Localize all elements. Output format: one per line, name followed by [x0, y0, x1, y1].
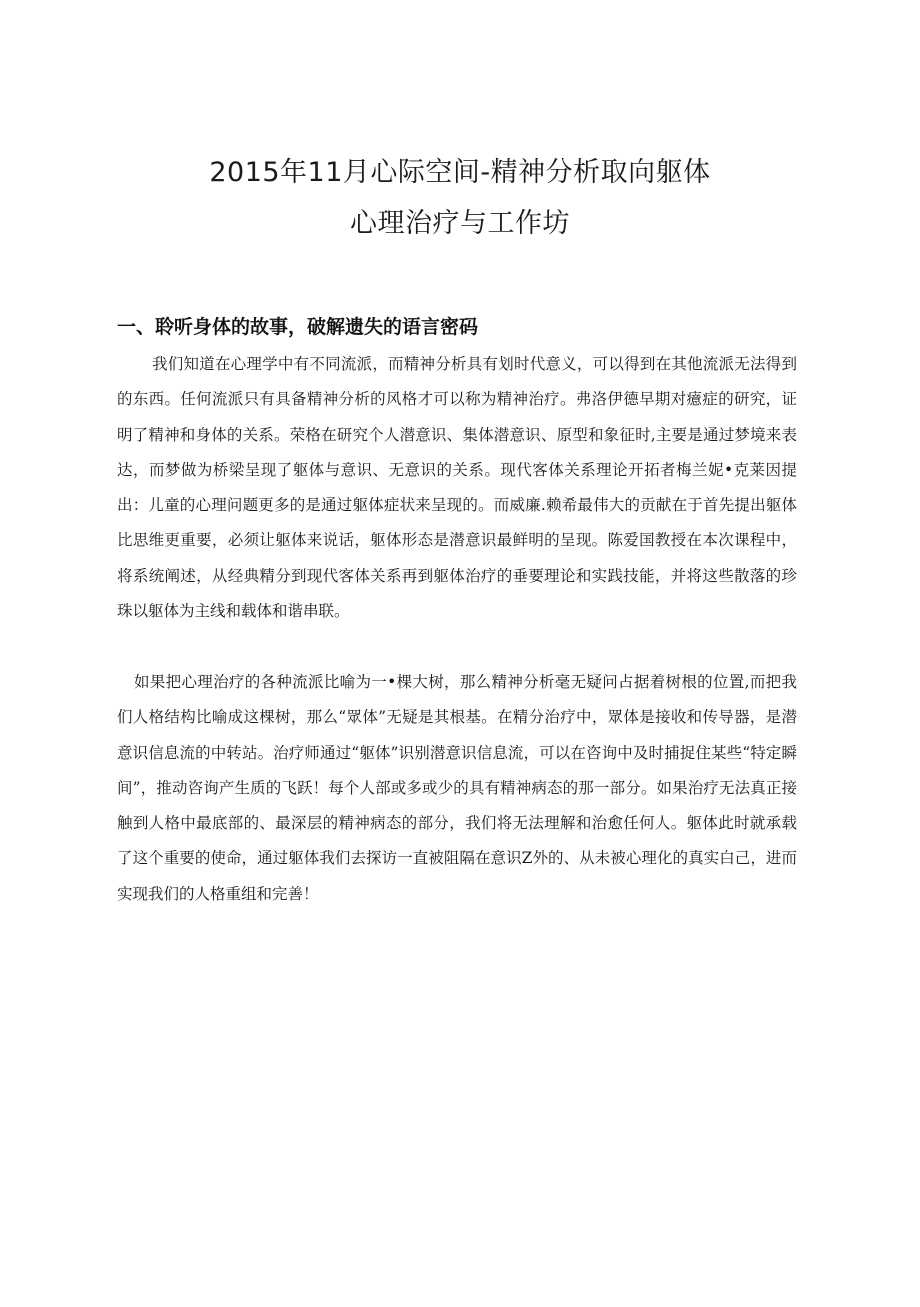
document-title-line-1: 2015年11月心际空间-精神分析取向躯体: [209, 157, 711, 188]
body-paragraph-2: 如果把心理治疗的各种流派比喻为一•棵大树，那么精神分析毫无疑问占据着树根的位置,而把我们人格结构比喻成这棵树，那么“眾体”无疑是其根基。在精分治疗中，眾体是接收和传导器，是潜意识信息流的中转站。治疗师通过“躯体”识别潜意识信息流，可以在咨询中及时捕捉住某些“特定瞬间”，推动咨询产生质的飞跃！每个人部或多或少的具有精神病态的那一部分。如果治疗无法真正接触到人格中最底部的、最深层的精神病态的部分，我们将无法理解和治愈任何人。躯体此时就承载了这个重要的使命，通过躯体我们去探访一直被阻隔在意识Z外的、从未被心理化的真实白己，进而实现我们的人格重组和完善！: [117, 673, 797, 903]
document-title-line-2: 心理治疗与工作坊: [350, 208, 570, 239]
section-heading: 一、聆听身体的故事，破解遗失的语言密码: [117, 316, 479, 338]
body-paragraph-1: 我们知道在心理学中有不同流派，而精神分析具有划时代意义，可以得到在其他流派无法得到的东西。任何流派只有具备精神分析的风格才可以称为精神治疗。弗洛伊德早期对癔症的研究，证明了精神和身体的关系。荣格在研究个人潜意识、集体潜意识、原型和象征时,主要是通过梦境来表达，而梦做为桥梁呈现了躯体与意识、无意识的关系。现代客体关系理论开拓者梅兰妮•克莱因提出：儿童的心理问题更多的是通过躯体症状来呈现的。而威廉.赖希最伟大的贡献在于首先提出躯体比思维更重要，必须让躯体来说话，躯体形态是潜意识最鲜明的呈现。陈爱国教授在本次课程中，将系统阐述，从经典精分到现代客体关系再到躯体治疗的垂要理论和实践技能，并将这些散落的珍珠以躯体为主线和载体和谐串联。: [117, 355, 797, 621]
